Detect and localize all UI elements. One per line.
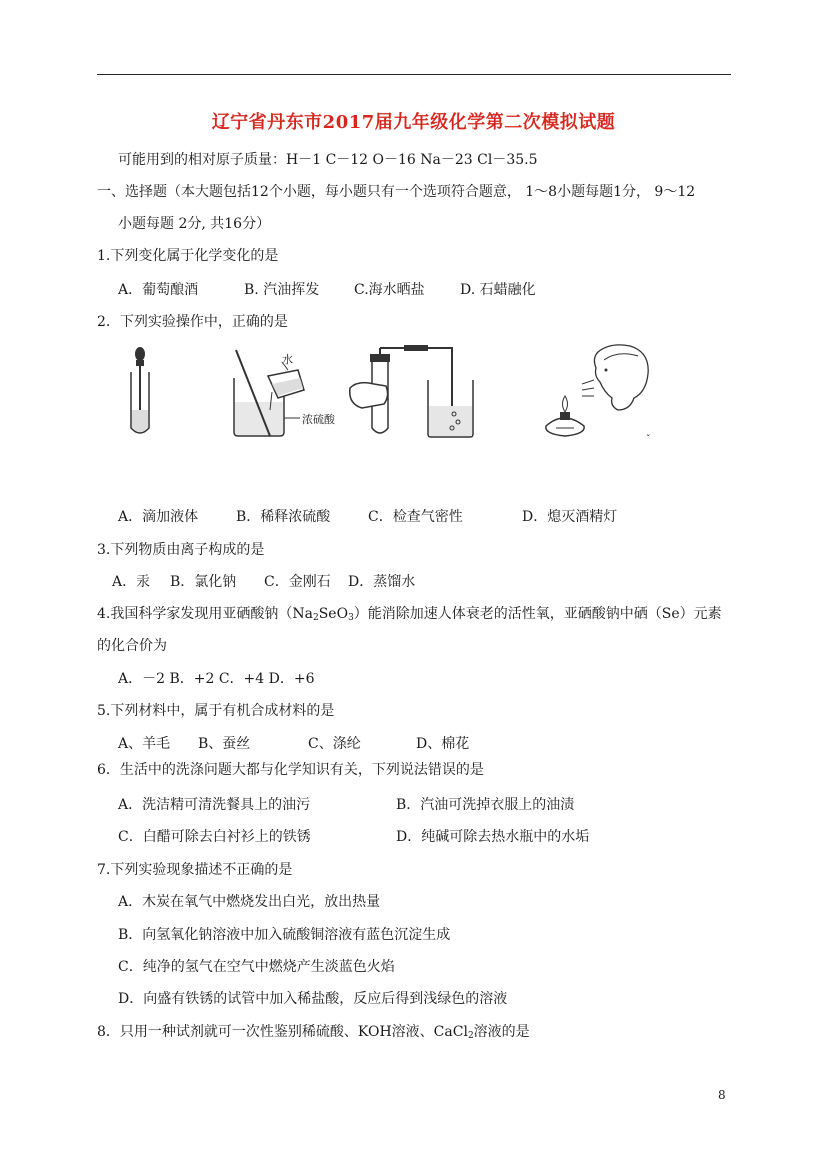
q7-option-d: D．向盛有铁锈的试管中加入稀盐酸，反应后得到浅绿色的溶液: [118, 991, 508, 1007]
q2-option-d: D．熄灭酒精灯: [522, 509, 618, 525]
q6-option-c: C．白醋可除去白衬衫上的铁锈: [118, 829, 311, 845]
q6-option-a: A．洗洁精可清洗餐具上的油污: [118, 797, 311, 813]
q2-option-a: A．滴加液体: [118, 509, 199, 525]
q3-option-d: D．蒸馏水: [348, 574, 416, 590]
section-heading-line2: 小题每题 2分, 共16分）: [118, 216, 271, 232]
figure-dropping-liquid: [122, 340, 158, 440]
q7-option-c: C．纯净的氢气在空气中燃烧产生淡蓝色火焰: [118, 959, 395, 975]
q6-option-d: D．纯碱可除去热水瓶中的水垢: [396, 829, 590, 845]
q6-option-b: B．汽油可洗掉衣服上的油渍: [396, 797, 575, 813]
q3-stem: 3.下列物质由离子构成的是: [97, 542, 265, 558]
q4-stem-line2: 的化合价为: [97, 638, 167, 654]
header-rule: [97, 74, 731, 75]
section-heading-line1: 一、选择题（本大题包括12个小题，每小题只有一个选项符合题意， 1～8小题每题1分， 9～12: [97, 184, 696, 200]
q7-option-b: B．向氢氧化钠溶液中加入硫酸铜溶液有蓝色沉淀生成: [118, 927, 451, 943]
q7-stem: 7.下列实验现象描述不正确的是: [97, 862, 293, 878]
q3-option-b: B．氯化钠: [170, 574, 237, 590]
q7-option-a: A．木炭在氧气中燃烧发出白光，放出热量: [118, 894, 381, 910]
page-number: 8: [718, 1088, 726, 1102]
atomic-masses: 可能用到的相对原子质量：H－1 C－12 O－16 Na－23 Cl－35.5: [118, 152, 538, 168]
q1-option-c: C.海水晒盐: [354, 282, 425, 298]
q2-stem: 2．下列实验操作中，正确的是: [97, 314, 288, 330]
q2-option-b: B．稀释浓硫酸: [236, 509, 331, 525]
q5-option-a: A、羊毛: [118, 736, 171, 752]
q1-option-a: A．葡萄酿酒: [118, 282, 199, 298]
q5-stem: 5.下列材料中，属于有机合成材料的是: [97, 703, 335, 719]
figure-label-water: 水: [282, 353, 293, 366]
q5-option-d: D、棉花: [416, 736, 470, 752]
q6-stem: 6．生活中的洗涤问题大都与化学知识有关，下列说法错误的是: [97, 762, 484, 778]
q8-stem: 8．只用一种试剂就可一次性鉴别稀硫酸、KOH溶液、CaCl$_2$溶液的是: [97, 1024, 530, 1041]
q3-option-c: C．金刚石: [264, 574, 331, 590]
q5-option-b: B、蚕丝: [198, 736, 251, 752]
q2-option-c: C．检查气密性: [368, 509, 463, 525]
q1-option-d: D. 石蜡融化: [460, 282, 536, 298]
figure-extinguish-lamp: [538, 340, 658, 444]
q1-stem: 1.下列变化属于化学变化的是: [97, 248, 279, 264]
figure-small-mark: ˇ: [646, 435, 651, 445]
q5-option-c: C、涤纶: [308, 736, 361, 752]
q4-options: A．－2 B．+2 C．+4 D．+6: [118, 671, 315, 687]
q1-option-b: B. 汽油挥发: [244, 282, 320, 298]
q3-option-a: A．汞: [112, 574, 151, 590]
figure-label-acid: 浓硫酸: [302, 413, 335, 426]
q4-stem: 4.我国科学家发现用亚硒酸钠$(Na_2SeO_3)$能消除加速人体衰老的活性氧，亚硒酸钠中硒（Se）元素: [97, 606, 722, 623]
page-title: 辽宁省丹东市2017届九年级化学第二次模拟试题: [211, 112, 616, 133]
figure-airtightness-check: [344, 340, 480, 440]
